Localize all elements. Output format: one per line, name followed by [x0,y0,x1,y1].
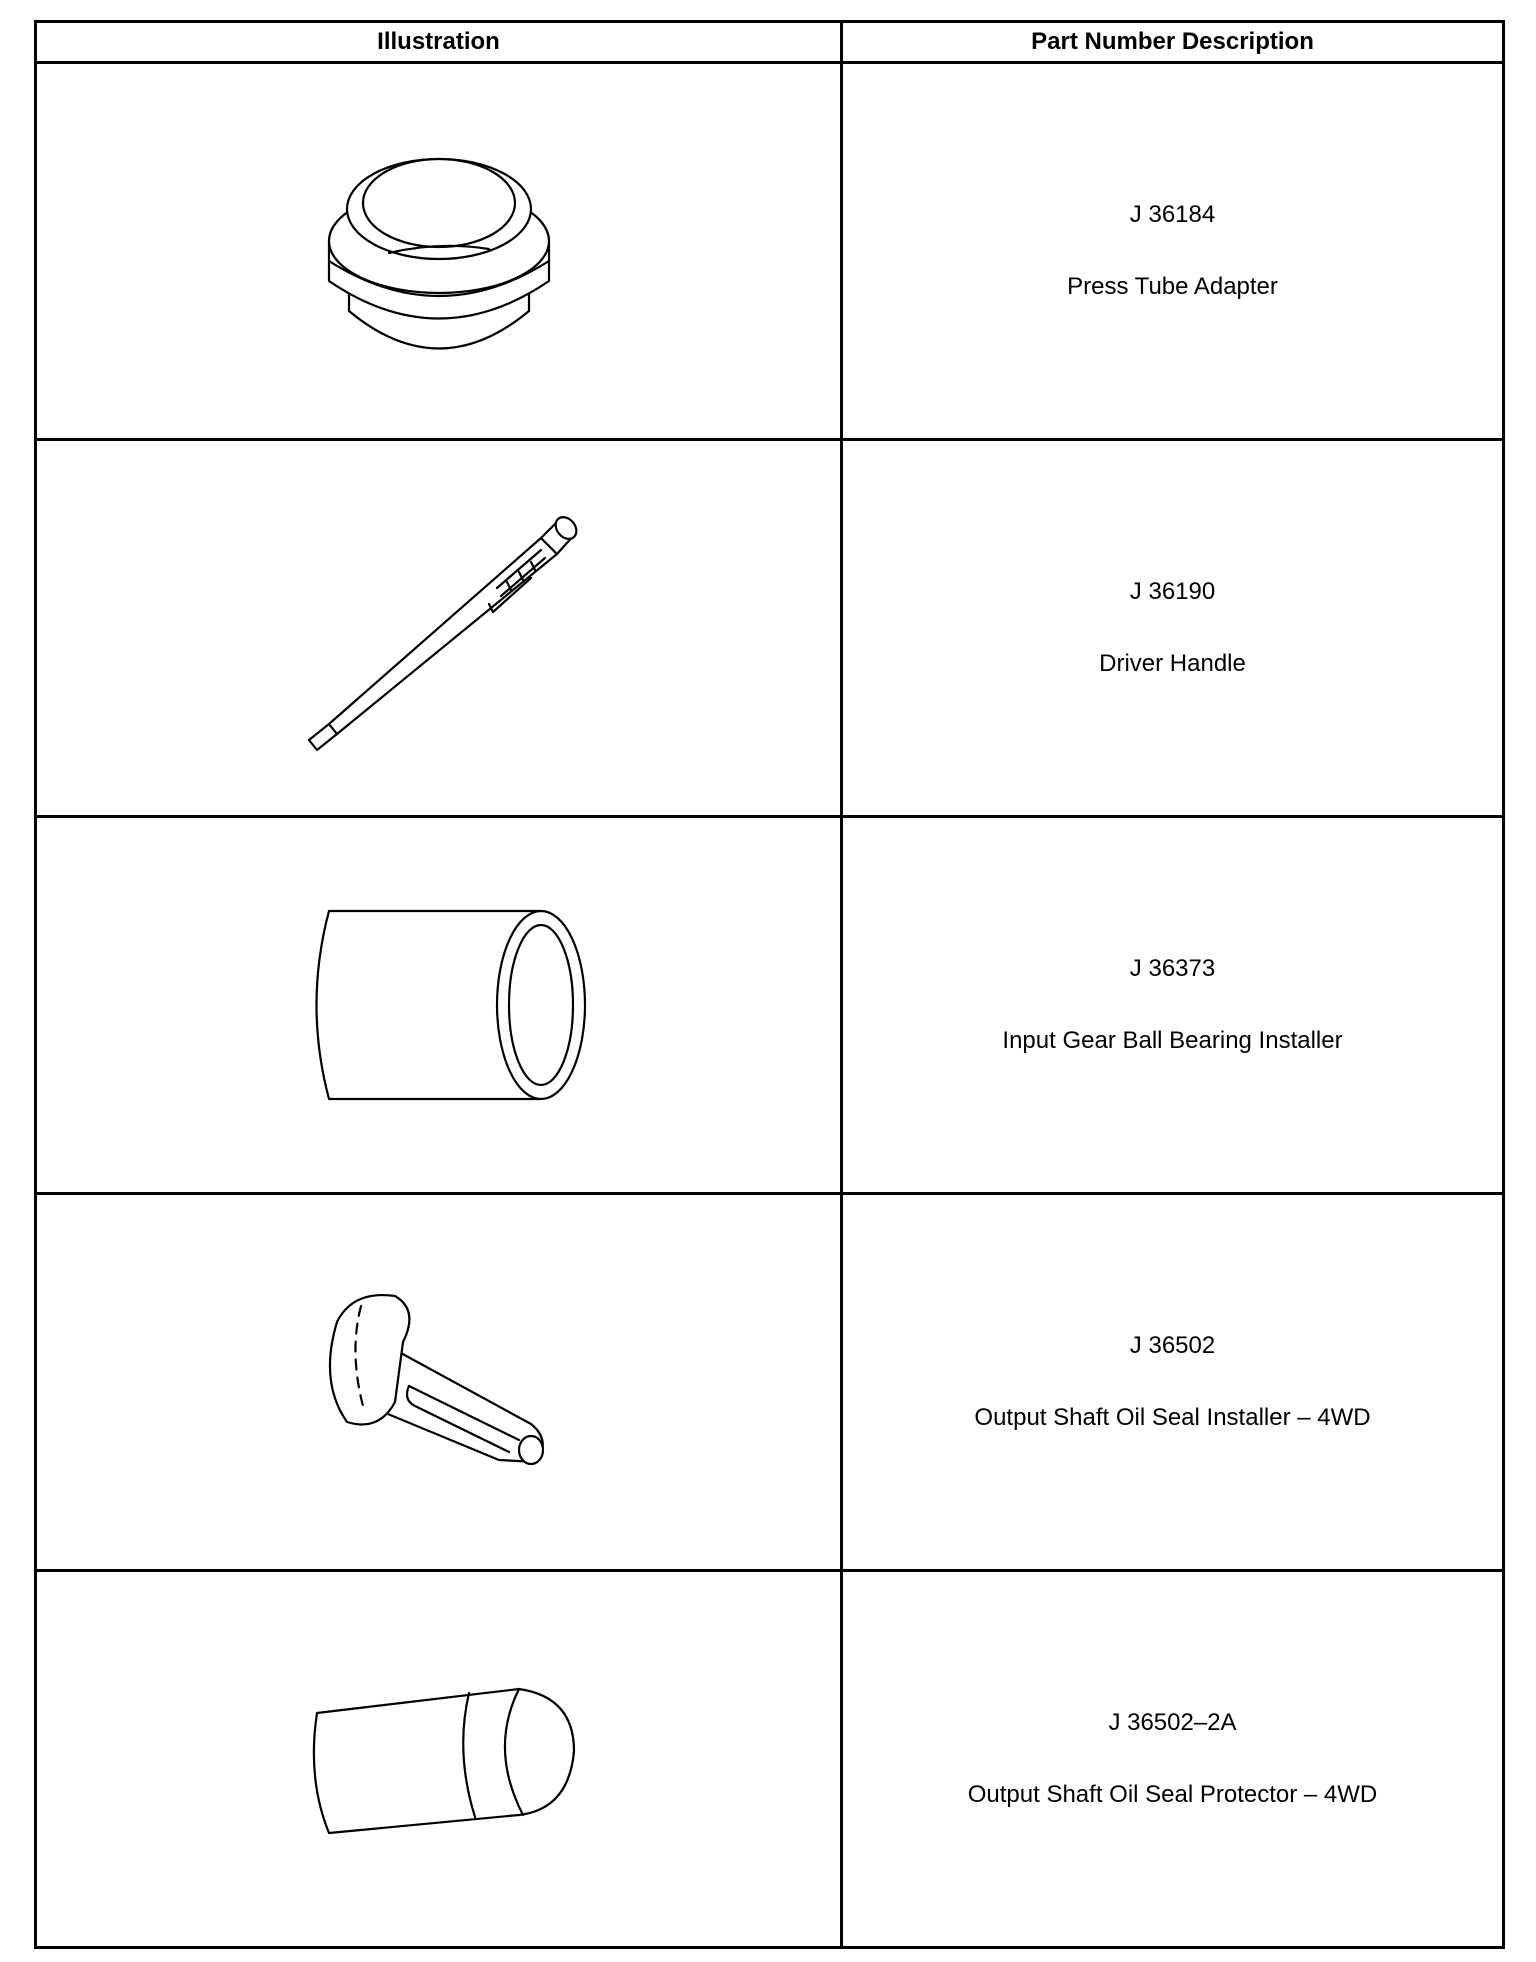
part-number: J 36184 [1129,201,1216,228]
tools-table [34,20,1505,1949]
description-cell [842,63,1504,440]
part-number: J 36502 [1129,1332,1216,1359]
table-row [36,63,1504,440]
seal-installer-icon [299,1282,579,1482]
part-description: Press Tube Adapter [1067,273,1278,300]
illustration-cell [36,63,842,440]
description-cell [842,440,1504,817]
seal-protector-icon [289,1679,589,1839]
description-cell [842,1571,1504,1948]
part-number: J 36190 [1129,578,1216,605]
driver-handle-icon [279,478,599,778]
description-cell [842,817,1504,1194]
part-description: Output Shaft Oil Seal Installer – 4WD [974,1404,1371,1431]
press-tube-adapter-icon [289,131,589,371]
part-description: Driver Handle [1099,650,1246,677]
illustration-cell [36,440,842,817]
part-number: J 36502–2A [1108,1709,1237,1736]
part-description: Input Gear Ball Bearing Installer [1002,1027,1343,1054]
illustration-cell [36,1571,842,1948]
description-cell [842,1194,1504,1571]
part-description: Output Shaft Oil Seal Protector – 4WD [967,1781,1378,1808]
header-part-number-description: Part Number Description [842,22,1504,63]
bearing-installer-icon [279,895,599,1115]
illustration-cell [36,1194,842,1571]
table-row [36,1571,1504,1948]
header-row [36,22,1504,63]
table-row [36,440,1504,817]
table-row [36,817,1504,1194]
header-illustration: Illustration [36,22,842,63]
illustration-cell [36,817,842,1194]
table-row [36,1194,1504,1571]
part-number: J 36373 [1129,955,1216,982]
